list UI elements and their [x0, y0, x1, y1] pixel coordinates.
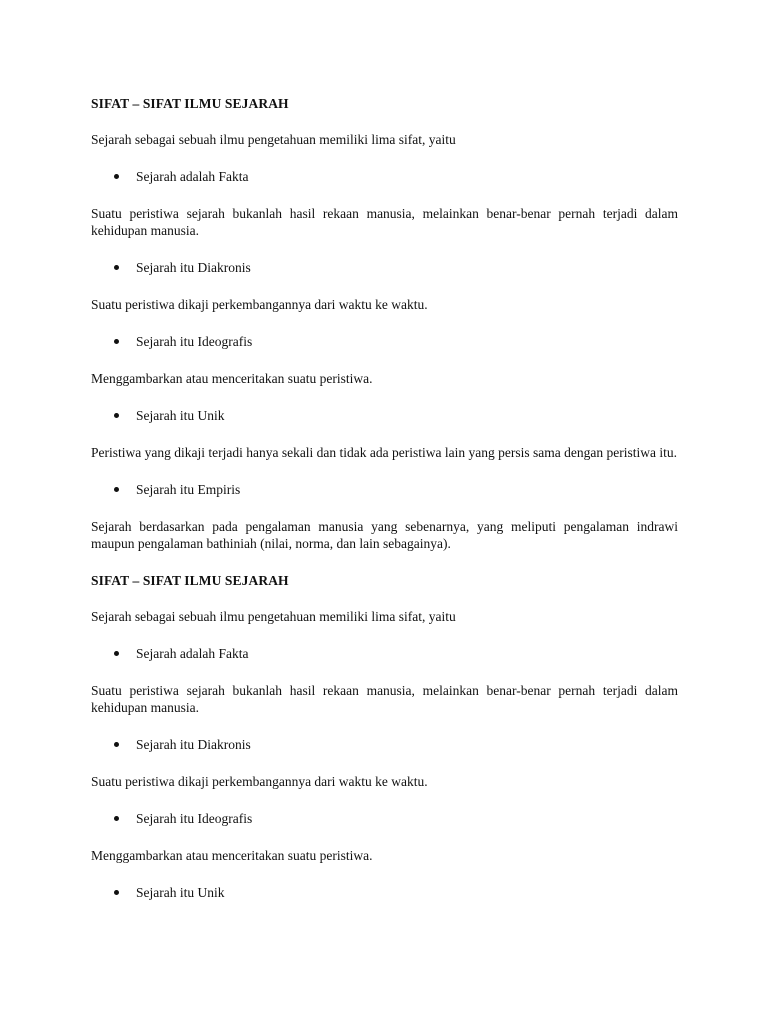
- item-description: Suatu peristiwa sejarah bukanlah hasil rekaan manusia, melainkan benar-benar pernah terjadi dalam kehidupan manusia.: [91, 683, 678, 715]
- list-item: [91, 645, 678, 662]
- item-description: Suatu peristiwa dikaji perkembangannya dari waktu ke waktu.: [91, 774, 428, 789]
- bullet-icon: [114, 816, 119, 821]
- bullet-icon: [114, 174, 119, 179]
- list-item-label: Sejarah itu Unik: [136, 408, 225, 423]
- list-item: [91, 884, 678, 901]
- section-heading: SIFAT – SIFAT ILMU SEJARAH: [91, 96, 289, 111]
- list-item: [91, 333, 678, 350]
- list-item-label: Sejarah itu Unik: [136, 885, 225, 900]
- list-item: [91, 259, 678, 276]
- section-intro: Sejarah sebagai sebuah ilmu pengetahuan memiliki lima sifat, yaitu: [91, 609, 456, 624]
- list-item: [91, 810, 678, 827]
- list-item-label: Sejarah itu Empiris: [136, 482, 241, 497]
- item-description: Menggambarkan atau menceritakan suatu peristiwa.: [91, 371, 373, 386]
- list-item-label: Sejarah adalah Fakta: [136, 646, 249, 661]
- bullet-icon: [114, 890, 119, 895]
- list-item-label: Sejarah itu Diakronis: [136, 737, 251, 752]
- item-description: Sejarah berdasarkan pada pengalaman manusia yang sebenarnya, yang meliputi pengalaman indrawi maupun pengalaman bathiniah (nilai, norma, dan lain sebagainya).: [91, 519, 678, 551]
- bullet-icon: [114, 742, 119, 747]
- list-item-label: Sejarah itu Ideografis: [136, 811, 253, 826]
- item-description: Suatu peristiwa dikaji perkembangannya dari waktu ke waktu.: [91, 297, 428, 312]
- bullet-icon: [114, 339, 119, 344]
- item-description: Menggambarkan atau menceritakan suatu peristiwa.: [91, 848, 373, 863]
- bullet-icon: [114, 487, 119, 492]
- bullet-icon: [114, 651, 119, 656]
- section-intro: Sejarah sebagai sebuah ilmu pengetahuan memiliki lima sifat, yaitu: [91, 132, 456, 147]
- bullet-icon: [114, 413, 119, 418]
- list-item-label: Sejarah adalah Fakta: [136, 169, 249, 184]
- section-heading: SIFAT – SIFAT ILMU SEJARAH: [91, 573, 289, 588]
- list-item-label: Sejarah itu Ideografis: [136, 334, 253, 349]
- item-description: Peristiwa yang dikaji terjadi hanya sekali dan tidak ada peristiwa lain yang persis sama dengan peristiwa itu.: [91, 445, 677, 460]
- list-item: [91, 736, 678, 753]
- list-item: [91, 407, 678, 424]
- item-description: Suatu peristiwa sejarah bukanlah hasil rekaan manusia, melainkan benar-benar pernah terjadi dalam kehidupan manusia.: [91, 206, 678, 238]
- list-item-label: Sejarah itu Diakronis: [136, 260, 251, 275]
- document-body: [91, 95, 678, 921]
- bullet-icon: [114, 265, 119, 270]
- list-item: [91, 481, 678, 498]
- list-item: [91, 168, 678, 185]
